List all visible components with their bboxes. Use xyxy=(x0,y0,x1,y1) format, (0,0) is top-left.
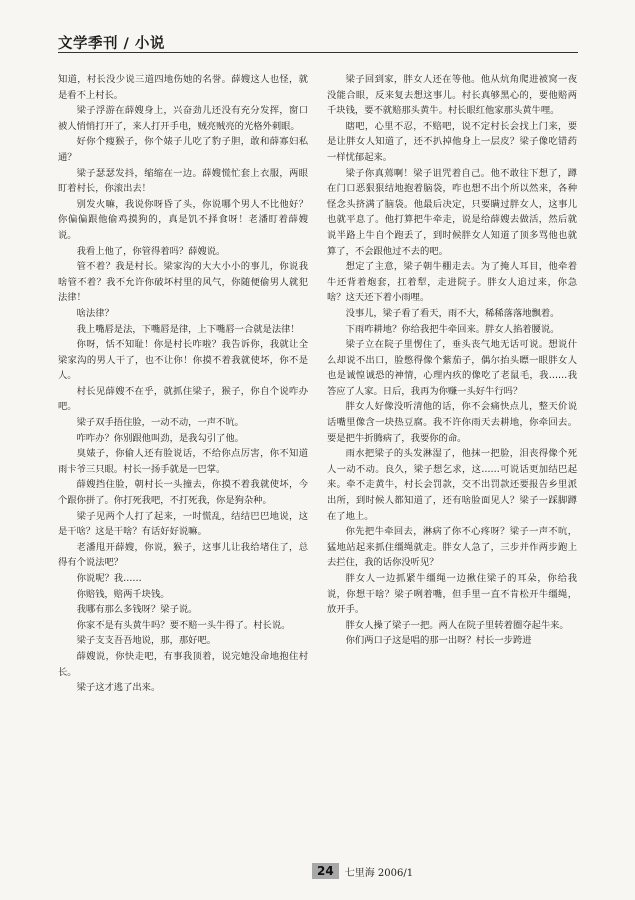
paragraph: 梁子你真蔫啊！梁子诅咒着自己。他不敢往下想了，蹲在门口恶狠狠结地抱着脑袋，咋也想不出个所以然来，各种怪念头挤满了脑袋。他最后决定，只要瞒过胖女人，这事儿也就平息了。他打算把牛牵走，说是给薛嫂去做活，然后就说半路上牛自个跑丢了，到时候胖女人知道了顶多骂他也就算了，不会跟他过不去的吧。 xyxy=(327,167,577,257)
paragraph: 梁子瑟瑟发抖，缩缩在一边。薛嫂慌忙套上衣服，两眼盯着村长，你滚出去！ xyxy=(58,167,308,195)
paragraph: 瞎吧，心里不忍，不赔吧，说不定村长会找上门来，要是让胖女人知道了，还不扒掉他身上一层皮？梁子像吃错药一样忧郁起来。 xyxy=(327,120,577,163)
paragraph: 胖女人一边抓紧牛缰绳一边揪住梁子的耳朵，你给我说，你想干啥？梁子咧着嘴，但手里一直不肯松开牛缰绳，放开手。 xyxy=(327,573,577,616)
left-text-column xyxy=(58,72,308,832)
paragraph: 咋咋办？你别跟他叫劲，是我勾引了他。 xyxy=(76,432,244,444)
paragraph: 梁子回到家，胖女人还在等他。他从炕角爬进被窝一夜没能合眼，反来复去想这事儿。村长真够黑心的，要他赔两千块钱，要不就赔那头黄牛。村长眼红他家那头黄牛哩。 xyxy=(327,74,577,117)
header-divider xyxy=(58,52,578,53)
paragraph: 下雨咋耕地？你给我把牛牵回来。胖女人掐着腰说。 xyxy=(345,323,560,335)
paragraph: 梁子这才逃了出来。 xyxy=(76,682,161,694)
paragraph: 管不着？我是村长。梁家沟的大大小小的事儿，你说我啥管不着？我不允许你破坏村里的风气，你随便偷男人就犯法律！ xyxy=(58,261,308,304)
paragraph: 你先把牛牵回去，淋病了你不心疼呀？梁子一声不吭，猛地站起来抓住缰绳就走。胖女人急了，三步并作两步跑上去拦住，我的话你没听见？ xyxy=(327,526,577,569)
paragraph: 臭婊子，你偷人还有脸说话，不给你点厉害，你不知道雨卡爷三只眼。村长一扬手就是一巴掌。 xyxy=(58,448,308,475)
magazine-section-title: 文学季刊 / 小说 xyxy=(58,36,165,52)
paragraph: 知道，村长没少说三道四地伤她的名誉。薛嫂这人也怪，就是看不上村长。 xyxy=(58,74,308,101)
paragraph: 薛嫂挡住脸，朝村长一头撞去，你摸不着我就使坏，今个跟你拼了。你打死我吧，不打死我，你是狗杂种。 xyxy=(58,479,308,507)
paragraph: 薛嫂说，你快走吧，有事我顶着，说完她没命地抱住村长。 xyxy=(58,650,308,678)
paragraph: 我看上他了，你管得着吗？薛嫂说。 xyxy=(76,245,226,257)
paragraph: 胖女人操了梁子一把。两人在院子里转着圈夺起牛来。 xyxy=(345,619,569,631)
right-text-column xyxy=(327,72,577,832)
paragraph: 梁子见两个人打了起来，一时慌乱，结结巴巴地说，这是干啥？这是干啥？有话好好说嘛。 xyxy=(58,510,308,538)
page-footer xyxy=(312,862,413,880)
paragraph: 梁子双手捂住脸，一动不动，一声不吭。 xyxy=(76,417,244,429)
paragraph: 梁子支支吾吾地说，那，那好吧。 xyxy=(76,635,217,647)
journal-issue: 七里海 2006/1 xyxy=(344,867,414,879)
paragraph: 啥法律？ xyxy=(76,307,114,319)
page-number: 24 xyxy=(312,863,339,879)
paragraph: 老潘甩开薛嫂，你说，猴子，这事儿让我给堵住了，总得有个说法吧？ xyxy=(58,541,308,569)
paragraph: 没事儿，梁子看了看天，雨不大，稀稀落落地飘着。 xyxy=(345,307,560,319)
paragraph: 胖女人好像没听清他的话，你不会痛快点儿，整天价说话嘴里像含一块热豆腐。我不许你雨天去耕地，你牵回去。要是把牛折腾病了，我要你的命。 xyxy=(327,401,577,444)
paragraph: 你赔钱，赔两千块钱。 xyxy=(76,588,170,600)
paragraph: 你们两口子这是唱的那一出呀？村长一步跨进 xyxy=(345,635,532,647)
paragraph: 梁子浮游在薛嫂身上，兴奋劲儿还没有充分发挥，窗口被人悄悄打开了，来人打开手电，贼亮贼亮的光格外刺眼。 xyxy=(58,105,308,132)
paragraph: 想定了主意，梁子朝牛棚走去。为了掩人耳目，他牵着牛还背着炮套，扛着犁，走进院子。胖女人追过来，你急啥？这天还下着小雨哩。 xyxy=(327,261,577,304)
paragraph: 好你个瘦猴子，你个婊子儿吃了豹子胆，敢和薛寡妇私通？ xyxy=(58,136,308,163)
paragraph: 我上嘴唇是法，下嘴唇是律，上下嘴唇一合就是法律！ xyxy=(76,323,300,335)
page-header xyxy=(58,30,578,54)
paragraph: 梁子立在院子里愣住了，垂头丧气地无话可说。想说什么却说不出口，脸憋得像个紫茄子，偶尔抬头瞟一眼胖女人也是诚惶诚恐的神情，心理内疚的像吃了老鼠毛，我……我答应了人家。日后，我再为你赚一头好牛行吗？ xyxy=(327,339,577,397)
paragraph: 村长见薛嫂不在乎，就抓住梁子，猴子，你自个说咋办吧。 xyxy=(58,385,308,413)
paragraph: 你说呢？我…… xyxy=(76,573,142,584)
paragraph: 你呀，恬不知耻！你是村长咋啦？我告诉你，我就让全梁家沟的男人干了，也不让你！你摸不着我就使坏，你不是人。 xyxy=(58,339,308,382)
paragraph: 我哪有那么多钱呀？梁子说。 xyxy=(76,604,198,616)
paragraph: 雨水把梁子的头发淋湿了，他抹一把脸，泪丧得像个死人一动不动。良久，梁子想乞求，这……可说话更加结巴起来。牵不走黄牛，村长会罚款，交不出罚款还要报告乡里派出所，到时候人都知道了，还有啥脸面见人？梁子一踩脚蹲在了地上。 xyxy=(327,448,577,522)
paragraph: 你家不是有头黄牛吗？要不赔一头牛得了。村长说。 xyxy=(76,619,291,631)
paragraph: 别发火嘛，我说你呀昏了头，你说哪个男人不比他好？你偏偏跟他偷鸡摸狗的，真是饥不择食呀！老潘盯着薛嫂说。 xyxy=(58,198,308,241)
